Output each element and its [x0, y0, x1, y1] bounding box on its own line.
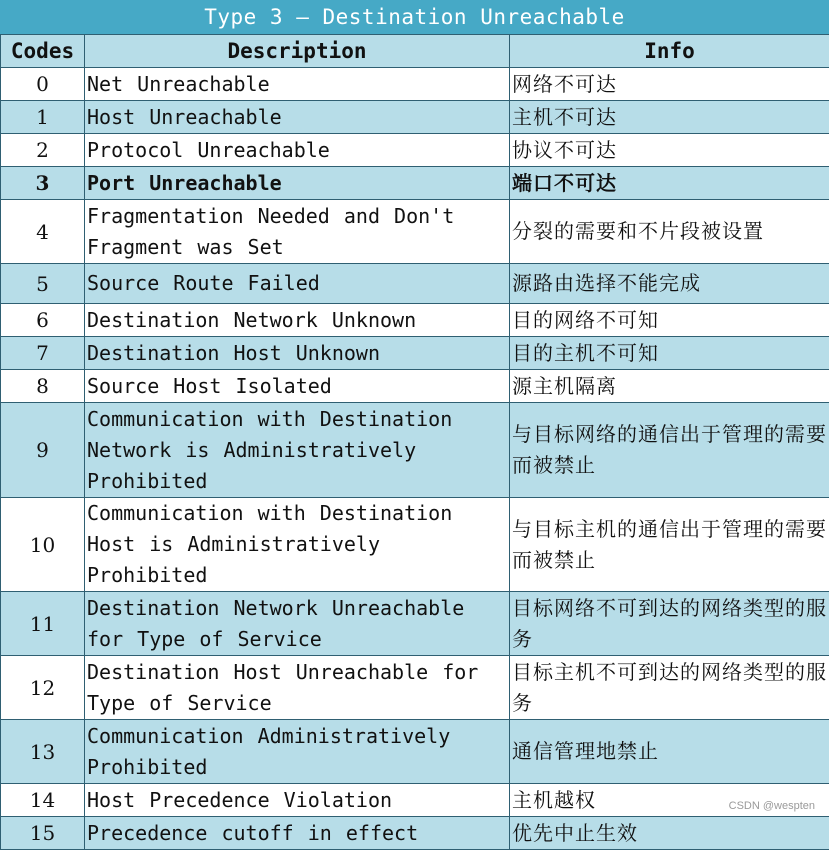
description-cell: Destination Host Unreachable for Type of Service: [85, 656, 510, 720]
info-cell: 目标网络不可到达的网络类型的服务: [510, 592, 829, 656]
code-cell: 5: [1, 264, 85, 304]
table-row: [1, 498, 829, 592]
code-cell: 0: [1, 68, 85, 101]
info-cell: 网络不可达: [510, 68, 829, 101]
code-cell: 14: [1, 784, 85, 817]
info-cell: 源路由选择不能完成: [510, 264, 829, 304]
description-cell: Destination Network Unreachable for Type of Service: [85, 592, 510, 656]
table-row: [1, 101, 829, 134]
description-cell: Communication with Destination Network is Administratively Prohibited: [85, 403, 510, 498]
header-codes: Codes: [1, 35, 85, 68]
header-description: Description: [85, 35, 510, 68]
info-cell: 主机不可达: [510, 101, 829, 134]
description-cell: Source Host Isolated: [85, 370, 510, 403]
header-info: Info: [510, 35, 829, 68]
table-row: [1, 370, 829, 403]
description-cell: Communication with Destination Host is Administratively Prohibited: [85, 498, 510, 592]
table-row: [1, 720, 829, 784]
code-cell: 15: [1, 817, 85, 850]
table-row: [1, 403, 829, 498]
info-cell: 目标主机不可到达的网络类型的服务: [510, 656, 829, 720]
code-cell: 13: [1, 720, 85, 784]
code-cell: 1: [1, 101, 85, 134]
table-title: Type 3 — Destination Unreachable: [0, 0, 829, 34]
info-cell: 目的主机不可知: [510, 337, 829, 370]
description-cell: Port Unreachable: [85, 167, 510, 200]
table-row: [1, 264, 829, 304]
description-cell: Source Route Failed: [85, 264, 510, 304]
code-cell: 3: [1, 167, 85, 200]
table-row: [1, 784, 829, 817]
description-cell: Host Precedence Violation: [85, 784, 510, 817]
code-cell: 4: [1, 200, 85, 264]
info-cell: 与目标网络的通信出于管理的需要而被禁止: [510, 403, 829, 498]
code-cell: 9: [1, 403, 85, 498]
info-cell: 优先中止生效: [510, 817, 829, 850]
table-row-highlighted: [1, 167, 829, 200]
description-cell: Protocol Unreachable: [85, 134, 510, 167]
code-cell: 7: [1, 337, 85, 370]
info-cell: 分裂的需要和不片段被设置: [510, 200, 829, 264]
header-row: [1, 35, 829, 68]
description-cell: Net Unreachable: [85, 68, 510, 101]
table-row: [1, 200, 829, 264]
info-cell: 端口不可达: [510, 167, 829, 200]
info-cell: 协议不可达: [510, 134, 829, 167]
table-row: [1, 337, 829, 370]
table-row: [1, 304, 829, 337]
code-cell: 11: [1, 592, 85, 656]
code-cell: 8: [1, 370, 85, 403]
info-cell: 主机越权: [510, 784, 829, 817]
info-cell: 源主机隔离: [510, 370, 829, 403]
description-cell: Fragmentation Needed and Don't Fragment was Set: [85, 200, 510, 264]
description-cell: Destination Network Unknown: [85, 304, 510, 337]
table-row: [1, 592, 829, 656]
code-cell: 6: [1, 304, 85, 337]
description-cell: Communication Administratively Prohibited: [85, 720, 510, 784]
code-cell: 2: [1, 134, 85, 167]
description-cell: Destination Host Unknown: [85, 337, 510, 370]
icmp-codes-table: [0, 34, 829, 850]
description-cell: Host Unreachable: [85, 101, 510, 134]
table-row: [1, 68, 829, 101]
info-cell: 通信管理地禁止: [510, 720, 829, 784]
description-cell: Precedence cutoff in effect: [85, 817, 510, 850]
watermark: CSDN @wespten: [729, 800, 815, 812]
table-row: [1, 656, 829, 720]
table-row: [1, 134, 829, 167]
info-cell: 与目标主机的通信出于管理的需要而被禁止: [510, 498, 829, 592]
table-row: [1, 817, 829, 850]
code-cell: 10: [1, 498, 85, 592]
info-cell: 目的网络不可知: [510, 304, 829, 337]
code-cell: 12: [1, 656, 85, 720]
